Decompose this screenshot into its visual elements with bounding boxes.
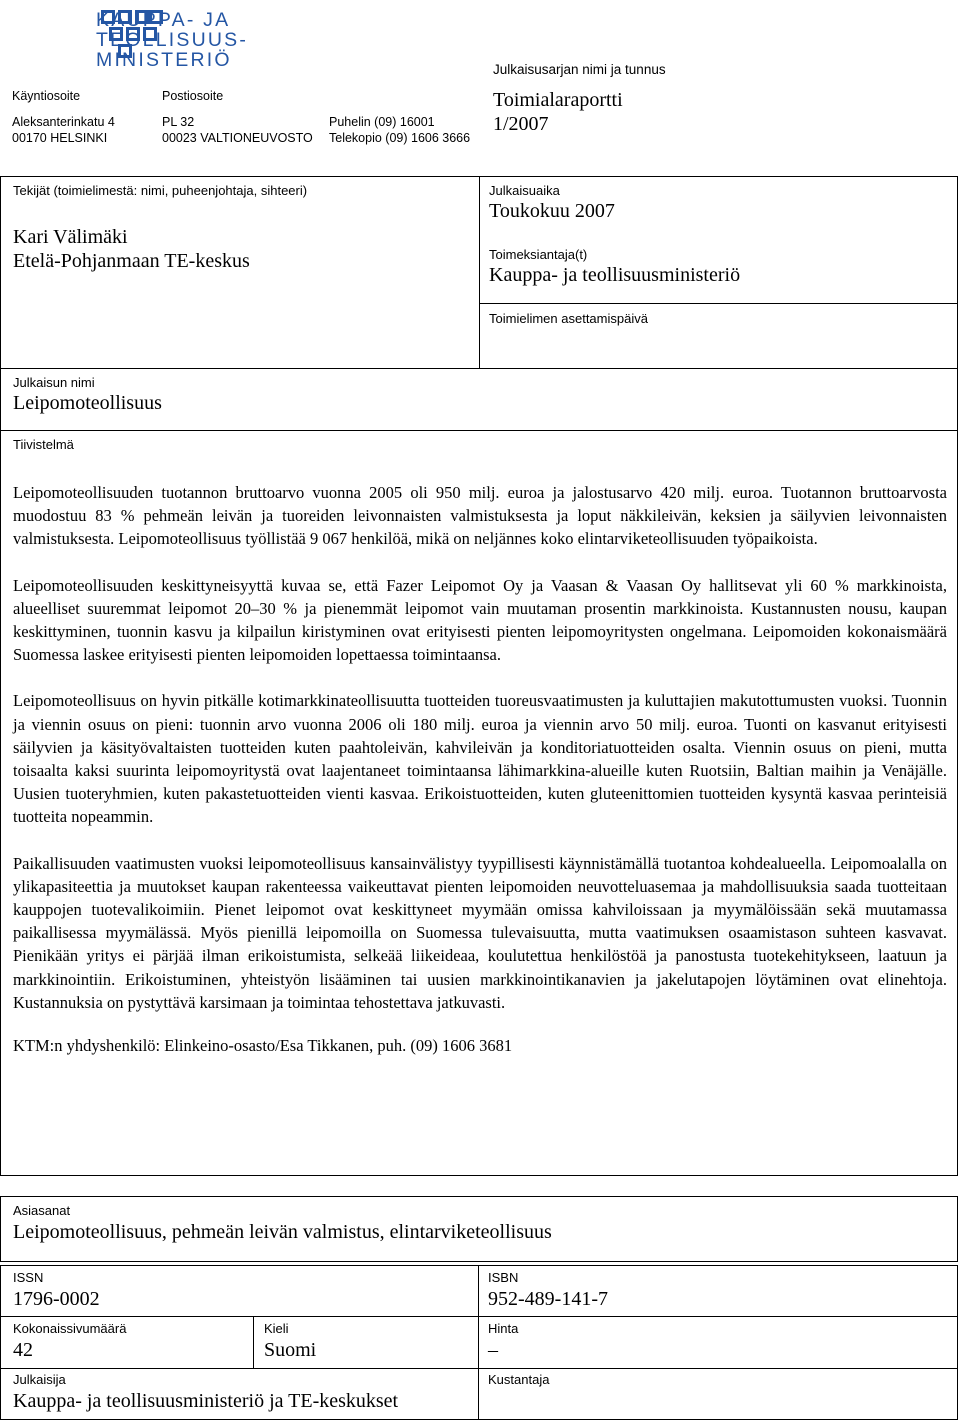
publisher-value: Kauppa- ja teollisuusministeriö ja TE-keskukset bbox=[13, 1390, 399, 1412]
logo-line-1: KAUPPA- JA bbox=[96, 9, 231, 31]
commissioner-value: Kauppa- ja teollisuusministeriö bbox=[489, 264, 741, 286]
author-name: Kari Välimäki bbox=[13, 226, 128, 248]
bibliographic-grid bbox=[0, 1265, 958, 1420]
summary-paragraph: Leipomoteollisuus on hyvin pitkälle kotimarkkinateollisuutta tuotteiden tuoreusvaatimusten ja kuluttajien makutottumusten vuoksi. Tuonnin ja viennin osuus on pieni: tuonnin arvo vuonna 2006 oli 180 milj. euroa ja viennin arvo 50 milj. euroa. Tuonti on kasvanut erityisesti säilyvien ja käsityövaltaisten tuotteiden kuten paahtoleivän, kahvileivän ja konditoriatuotteiden osalta. Viennin osuus on pieni, mutta toisaalta kaksi suurinta leipomoyritystä ovat laajentaneet toimintaansa lähimarkkina-alueille kuten Ruotsiin, Baltian maihin ja Venäjälle. Uusien tuoteryhmien, kuten pakastetuotteiden vienti kasvaa. Erikoistuotteiden, kuten gluteenittomien tuotteiden kysyntä kasvaa perinteisiä tuotteita nopeammin. bbox=[13, 691, 947, 827]
logo-wordmark bbox=[96, 10, 248, 70]
authors-names bbox=[13, 225, 250, 273]
divider bbox=[1, 1368, 478, 1369]
publisher-label: Julkaisija bbox=[13, 1372, 66, 1387]
publication-title: Leipomoteollisuus bbox=[13, 392, 162, 414]
keywords-label: Asiasanat bbox=[13, 1203, 71, 1218]
issn-value: 1796-0002 bbox=[13, 1288, 100, 1310]
summary-paragraph: Leipomoteollisuuden tuotannon bruttoarvo vuonna 2005 oli 950 milj. euroa ja jalostusarvo 420 milj. euroa. Tuotannon bruttoarvosta muodostuu 83 % pehmeän leivän ja tuoreiden leivonnaisten valmistuksesta ja loput näkkileivän, keksien ja säilyvien leivonnaisten valmistuksesta. Leipomoteollisuus työllistää 9 067 henkilöä, mikä on neljännes koko elintarviketeollisuuden työpaikoista. bbox=[13, 483, 947, 549]
price-value: – bbox=[488, 1339, 498, 1361]
series-label: Julkaisusarjan nimi ja tunnus bbox=[493, 62, 666, 77]
postal-address-box: PL 32 bbox=[162, 115, 195, 129]
author-organization: Etelä-Pohjanmaan TE-keskus bbox=[13, 250, 250, 272]
series-name: Toimialaraportti bbox=[493, 89, 623, 111]
publication-date-label: Julkaisuaika bbox=[489, 183, 560, 198]
divider bbox=[1, 430, 957, 431]
postal-address-label: Postiosoite bbox=[162, 89, 224, 103]
summary-label: Tiivistelmä bbox=[13, 437, 74, 452]
series-value bbox=[493, 88, 623, 136]
pages-value: 42 bbox=[13, 1339, 33, 1361]
phone-number: Puhelin (09) 16001 bbox=[329, 115, 435, 129]
logo-line-2: TEOLLISUUS- bbox=[96, 29, 249, 51]
distributor-label: Kustantaja bbox=[488, 1372, 550, 1387]
series-number: 1/2007 bbox=[493, 113, 549, 135]
logo-line-3: MINISTERIÖ bbox=[96, 49, 232, 71]
summary-body bbox=[13, 481, 947, 1057]
publication-date-value: Toukokuu 2007 bbox=[489, 200, 615, 222]
issn-label: ISSN bbox=[13, 1270, 44, 1285]
divider bbox=[478, 1266, 479, 1419]
price-label: Hinta bbox=[488, 1321, 519, 1336]
contact-numbers-block bbox=[329, 114, 470, 146]
isbn-value: 952-489-141-7 bbox=[488, 1288, 608, 1310]
pages-label: Kokonaissivumäärä bbox=[13, 1321, 127, 1336]
commissioner-label: Toimeksiantaja(t) bbox=[489, 247, 588, 262]
summary-paragraph: Paikallisuuden vaatimusten vuoksi leipomoteollisuus kansainvälistyy tyypillisesti käynnistämällä tuotantoa kohdealueella. Leipomoalalla on ylikapasiteettia ja muutokset kaupan rakenteessa vaikeuttavat pienten leipomoiden neuvotteluasemaa ja mahdollisuuksia saada tuotteitaan kauppojen tuotevalikoimiin. Pienet leipomot ovat keskittyneet myymään omissa kahviloissaan ja myymälöissään sekä muutamassa paikallisessa myymälässä. Myös pienillä leipomoilla on Suomessa tulevaisuutta, mutta vaatimuksen osaamistason suhteen kasvavat. Pienikään yritys ei pärjää ilman erikoistumista, selkeää liikeideaa, koulutettua henkilöstöä ja panostusta tuotekehitykseen, laatuun ja markkinointiin. Erikoistuminen, yhteistyön lisääminen tai uusien markkinointikanavien ja jakelutapojen löytäminen ovat elinehtoja. Kustannuksia on pystyttävä karsimaan ja toimintaa tehostettava jatkuvasti. bbox=[13, 853, 947, 1012]
isbn-label: ISBN bbox=[488, 1270, 519, 1285]
fax-number: Telekopio (09) 1606 3666 bbox=[329, 131, 471, 145]
summary-paragraph: Leipomoteollisuuden keskittyneisyyttä kuvaa se, että Fazer Leipomot Oy ja Vaasan & Vaasan Oy hallitsevat yli 60 % markkinoista, alueelliset suuremmat leipomot 20–30 % ja pienemmät leipomot vain muutaman prosentin markkinoista. Kustannusten nousu, kaupan keskittyminen, tuonnin kasvu ja kilpailun kiristyminen ovat erityisesti pienten leipomoyritysten ongelmana. Leipomoiden kokonaismäärä Suomessa laskee erityisesti pienten leipomoiden lopettaessa toimintaansa. bbox=[13, 575, 947, 665]
divider bbox=[479, 303, 958, 304]
postal-address-block bbox=[162, 88, 313, 146]
visit-address-street: Aleksanterinkatu 4 bbox=[12, 115, 115, 129]
publication-info-box bbox=[479, 176, 958, 369]
keywords-box bbox=[0, 1196, 958, 1262]
postal-address-city: 00023 VALTIONEUVOSTO bbox=[162, 131, 313, 145]
visit-address-label: Käyntiosoite bbox=[12, 89, 81, 103]
divider bbox=[253, 1316, 254, 1368]
main-content-box bbox=[0, 368, 958, 1176]
title-label: Julkaisun nimi bbox=[13, 375, 95, 390]
visit-address-block bbox=[12, 88, 115, 146]
visit-address-city: 00170 HELSINKI bbox=[12, 131, 108, 145]
keywords-value: Leipomoteollisuus, pehmeän leivän valmistus, elintarviketeollisuus bbox=[13, 1221, 552, 1243]
authors-box bbox=[0, 176, 480, 369]
body-date-label: Toimielimen asettamispäivä bbox=[489, 311, 648, 326]
language-label: Kieli bbox=[264, 1321, 289, 1336]
language-value: Suomi bbox=[264, 1339, 317, 1361]
contact-person: KTM:n yhdyshenkilö: Elinkeino-osasto/Esa Tikkanen, puh. (09) 1606 3681 bbox=[13, 1036, 513, 1056]
divider bbox=[478, 1368, 957, 1369]
authors-label: Tekijät (toimielimestä: nimi, puheenjohtaja, sihteeri) bbox=[13, 183, 308, 198]
divider bbox=[1, 1316, 957, 1317]
